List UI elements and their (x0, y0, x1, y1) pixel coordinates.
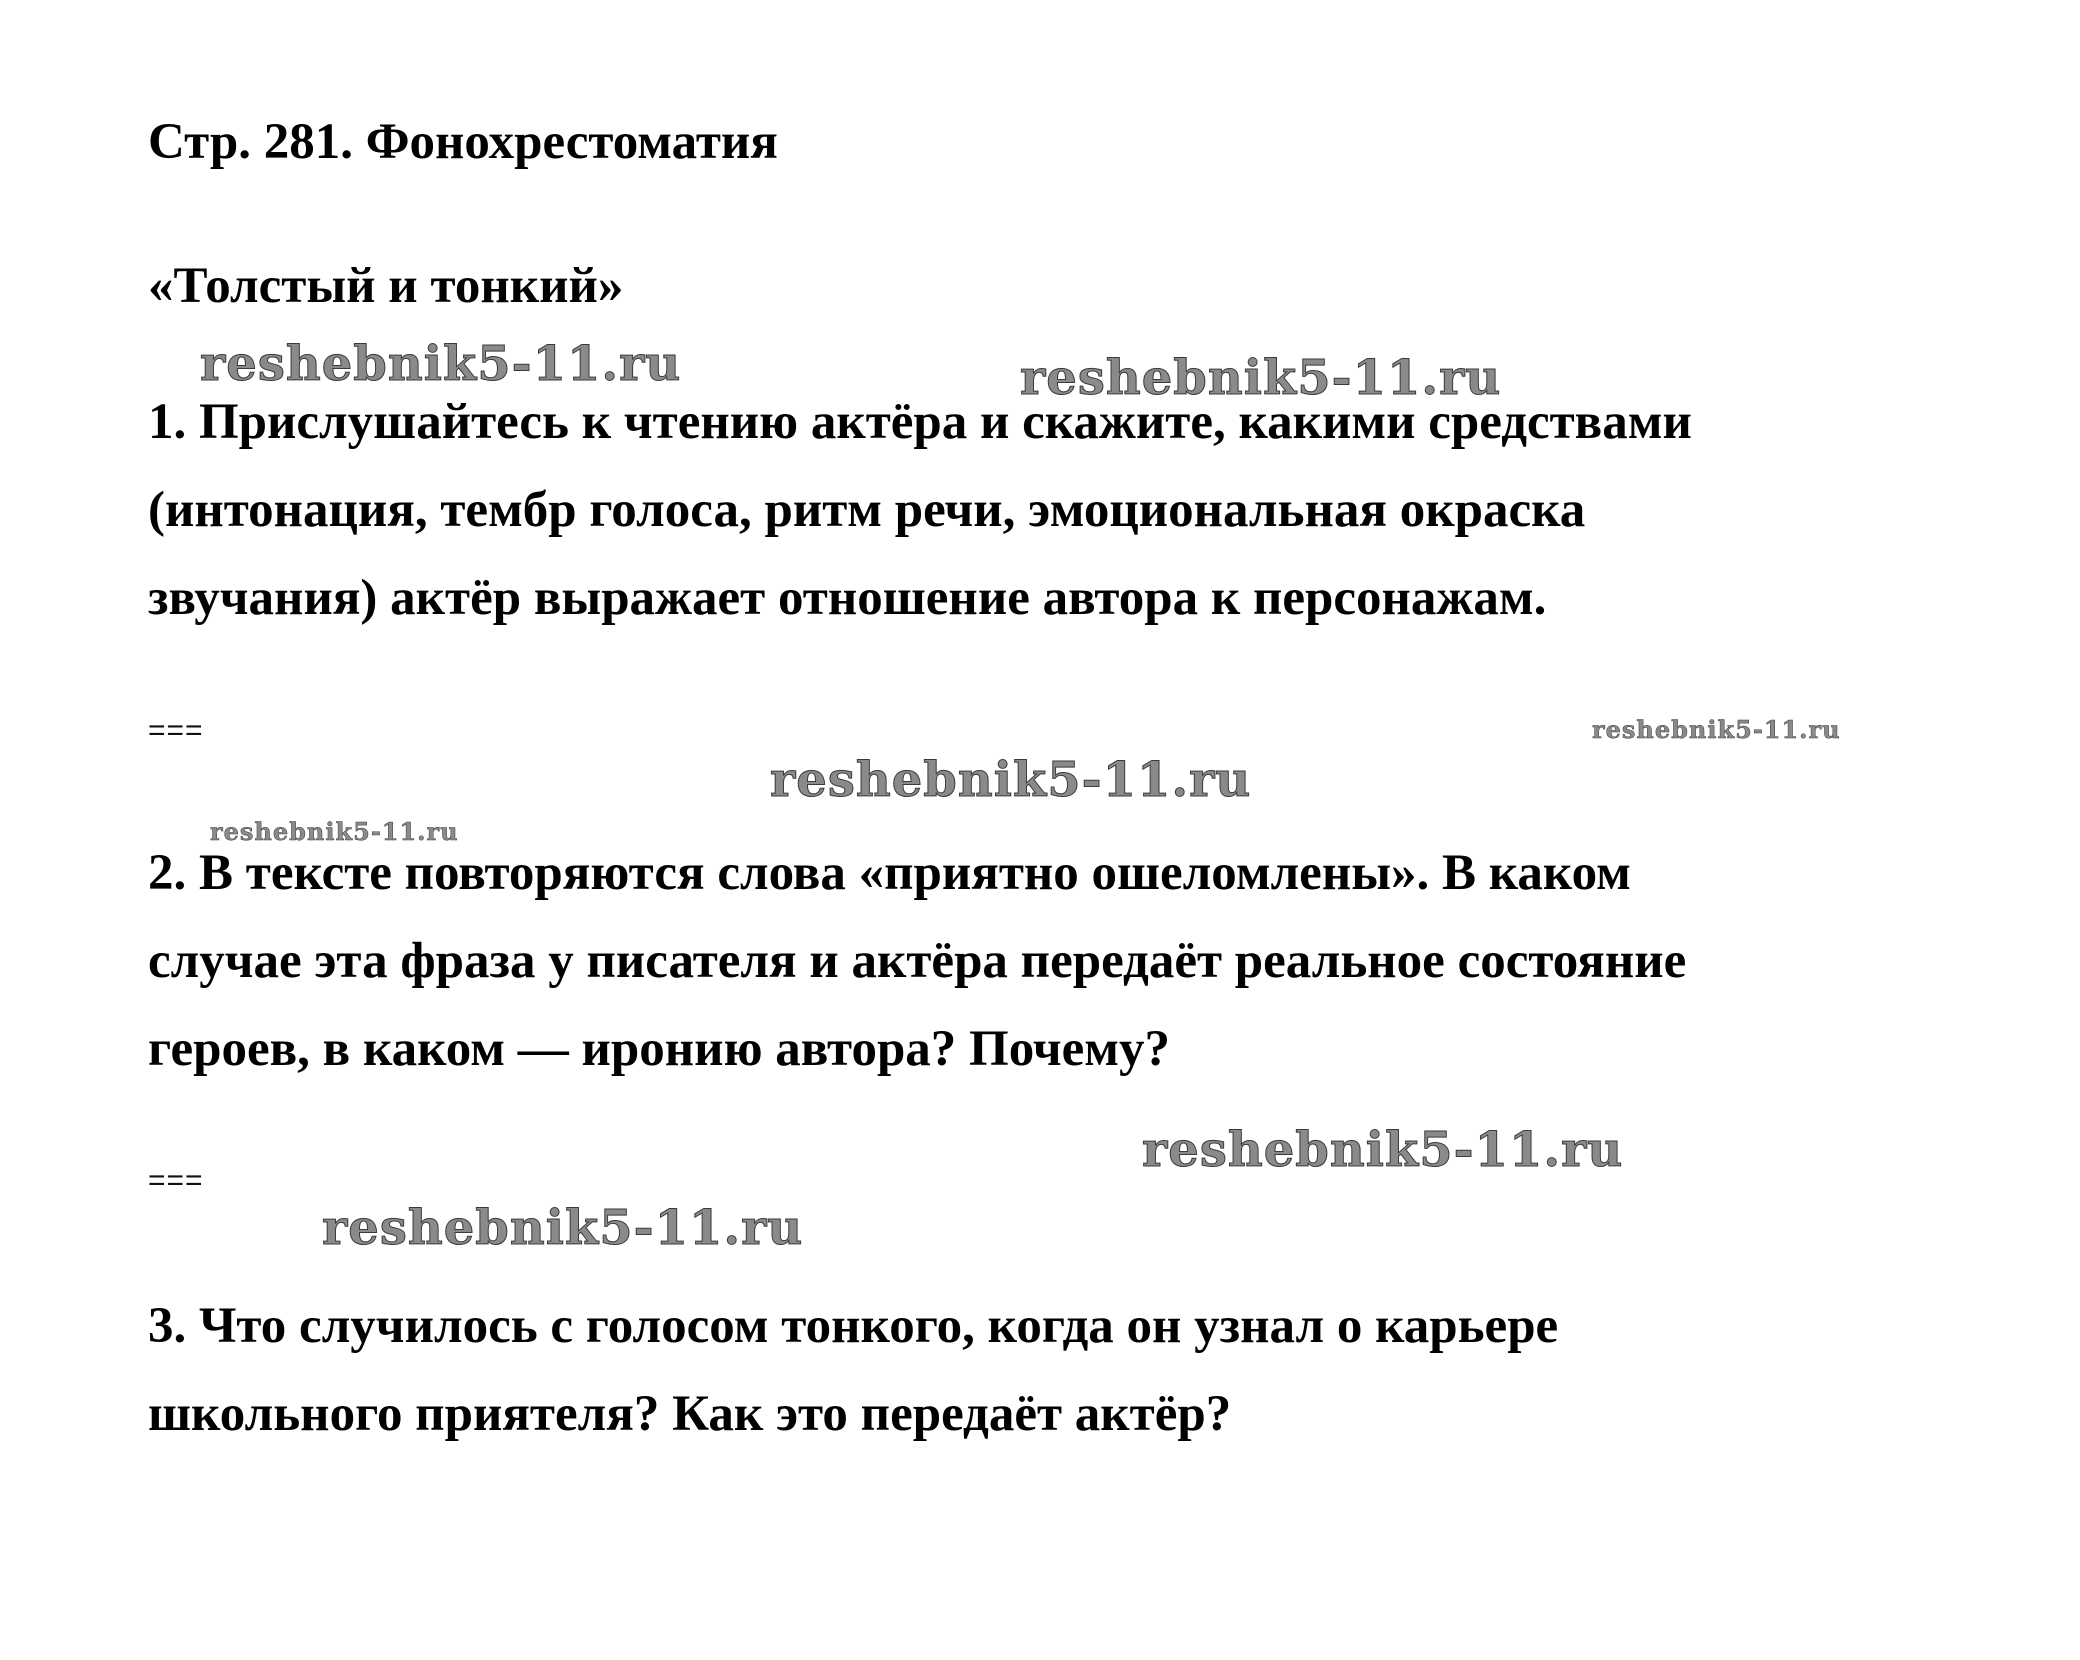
question-line: 3. Что случилось с голосом тонкого, когда он узнал о карьере (148, 1298, 1559, 1354)
watermark: reshebnik5-11.ru (210, 817, 459, 846)
question-line: 2. В тексте повторяются слова «приятно ошеломлены». В каком (148, 845, 1631, 901)
watermark: reshebnik5-11.ru (322, 1200, 804, 1256)
watermark: reshebnik5-11.ru (1592, 715, 1841, 744)
watermark: reshebnik5-11.ru (770, 752, 1252, 808)
watermark: reshebnik5-11.ru (1142, 1122, 1624, 1178)
question-line: случае эта фраза у писателя и актёра передаёт реальное состояние (148, 933, 1687, 989)
watermark: reshebnik5-11.ru (1020, 350, 1502, 406)
question-line: звучания) актёр выражает отношение автора к персонажам. (148, 570, 1547, 626)
page-subtitle: «Толстый и тонкий» (148, 258, 624, 314)
question-line: (интонация, тембр голоса, ритм речи, эмоциональная окраска (148, 482, 1586, 538)
question-2 (148, 829, 1686, 1093)
question-3 (148, 1282, 1558, 1458)
question-1 (148, 378, 1692, 642)
page-title: Стр. 281. Фонохрестоматия (148, 114, 778, 170)
separator: === (148, 714, 204, 747)
question-line: 1. Прислушайтесь к чтению актёра и скажите, какими средствами (148, 394, 1692, 450)
question-line: школьного приятеля? Как это передаёт актёр? (148, 1386, 1232, 1442)
question-line: героев, в каком — иронию автора? Почему? (148, 1021, 1171, 1077)
watermark: reshebnik5-11.ru (200, 336, 682, 392)
separator: === (148, 1164, 204, 1197)
